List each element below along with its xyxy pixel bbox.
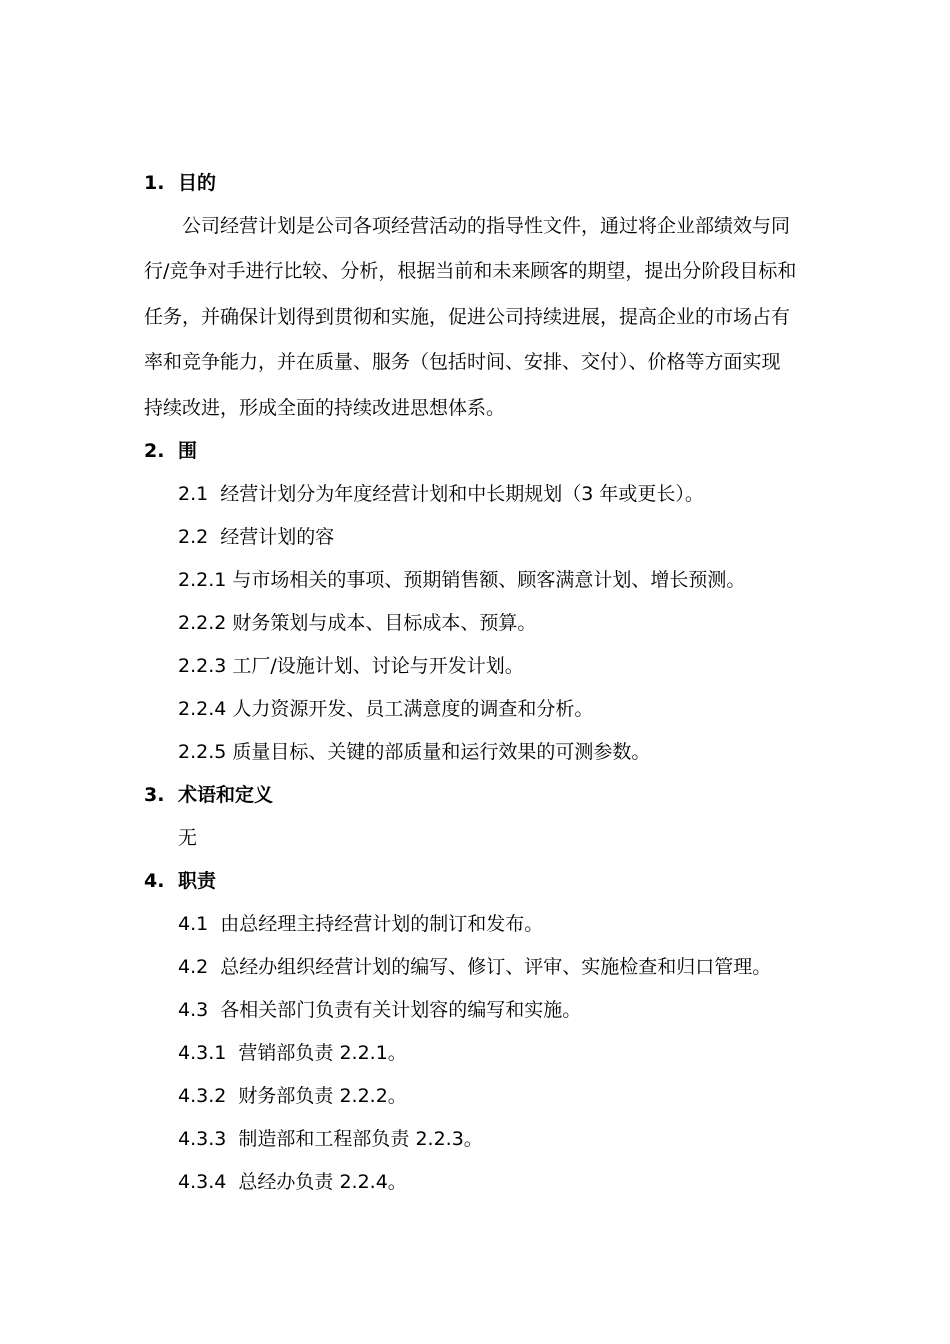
section-title: 围 xyxy=(178,440,198,462)
paragraph-line: 行/竞争对手进行比较、分析，根据当前和未来顾客的期望，提出分阶段目标和 xyxy=(144,260,797,282)
section-heading-2 xyxy=(144,439,197,463)
item-text: 财务部负责 2.2.2。 xyxy=(238,1085,407,1107)
paragraph-line: 率和竞争能力，并在质量、服务（包括时间、安排、交付）、价格等方面实现 xyxy=(144,351,781,373)
item-text: 质量目标、关键的部质量和运行效果的可测参数。 xyxy=(232,741,651,763)
item-text: 工厂/设施计划、讨论与开发计划。 xyxy=(232,655,524,677)
section-title: 目的 xyxy=(178,172,217,194)
item-text: 各相关部门负责有关计划容的编写和实施。 xyxy=(220,999,582,1021)
list-item xyxy=(178,1170,407,1194)
item-text: 经营计划分为年度经营计划和中长期规划（3 年或更长）。 xyxy=(220,483,704,505)
list-item xyxy=(178,998,581,1022)
item-text: 总经办负责 2.2.4。 xyxy=(238,1171,407,1193)
section-heading-3 xyxy=(144,783,273,807)
list-item xyxy=(178,826,197,850)
paragraph-line: 公司经营计划是公司各项经营活动的指导性文件，通过将企业部绩效与同 xyxy=(144,215,791,237)
item-number: 2.2.2 xyxy=(178,612,227,634)
item-number: 2.2 xyxy=(178,526,209,548)
list-item xyxy=(178,955,771,979)
item-number: 2.1 xyxy=(178,483,209,505)
item-number: 4.3.4 xyxy=(178,1171,227,1193)
item-text: 人力资源开发、员工满意度的调查和分析。 xyxy=(232,698,594,720)
item-text: 与市场相关的事项、预期销售额、顾客满意计划、增长预测。 xyxy=(232,569,746,591)
list-item xyxy=(178,568,745,592)
item-number: 4.1 xyxy=(178,913,209,935)
paragraph-line: 持续改进，形成全面的持续改进思想体系。 xyxy=(144,397,506,419)
paragraph-line: 任务，并确保计划得到贯彻和实施，促进公司持续进展，提高企业的市场占有 xyxy=(144,306,791,328)
list-item xyxy=(178,1127,483,1151)
item-text: 总经办组织经营计划的编写、修订、评审、实施检查和归口管理。 xyxy=(220,956,772,978)
item-number: 2.2.1 xyxy=(178,569,227,591)
list-item xyxy=(178,611,536,635)
list-item xyxy=(178,697,593,721)
item-number: 4.3.2 xyxy=(178,1085,227,1107)
item-text: 财务策划与成本、目标成本、预算。 xyxy=(232,612,537,634)
section-heading-1 xyxy=(144,171,216,195)
item-text: 制造部和工程部负责 2.2.3。 xyxy=(238,1128,483,1150)
list-item xyxy=(178,912,543,936)
item-number: 2.2.5 xyxy=(178,741,227,763)
item-text: 无 xyxy=(178,827,198,849)
list-item xyxy=(178,525,334,549)
section-number: 2. xyxy=(144,440,165,462)
item-number: 2.2.4 xyxy=(178,698,227,720)
section-title: 术语和定义 xyxy=(178,784,274,806)
item-number: 4.3.3 xyxy=(178,1128,227,1150)
section-number: 3. xyxy=(144,784,165,806)
item-text: 由总经理主持经营计划的制订和发布。 xyxy=(220,913,544,935)
item-number: 2.2.3 xyxy=(178,655,227,677)
item-text: 营销部负责 2.2.1。 xyxy=(238,1042,407,1064)
section-title: 职责 xyxy=(178,870,217,892)
list-item xyxy=(178,740,650,764)
list-item xyxy=(178,654,524,678)
section-number: 1. xyxy=(144,172,165,194)
item-text: 经营计划的容 xyxy=(220,526,335,548)
item-number: 4.3.1 xyxy=(178,1042,227,1064)
list-item xyxy=(178,482,704,506)
item-number: 4.3 xyxy=(178,999,209,1021)
list-item xyxy=(178,1041,407,1065)
item-number: 4.2 xyxy=(178,956,209,978)
section-number: 4. xyxy=(144,870,165,892)
list-item xyxy=(178,1084,407,1108)
section-heading-4 xyxy=(144,869,216,893)
